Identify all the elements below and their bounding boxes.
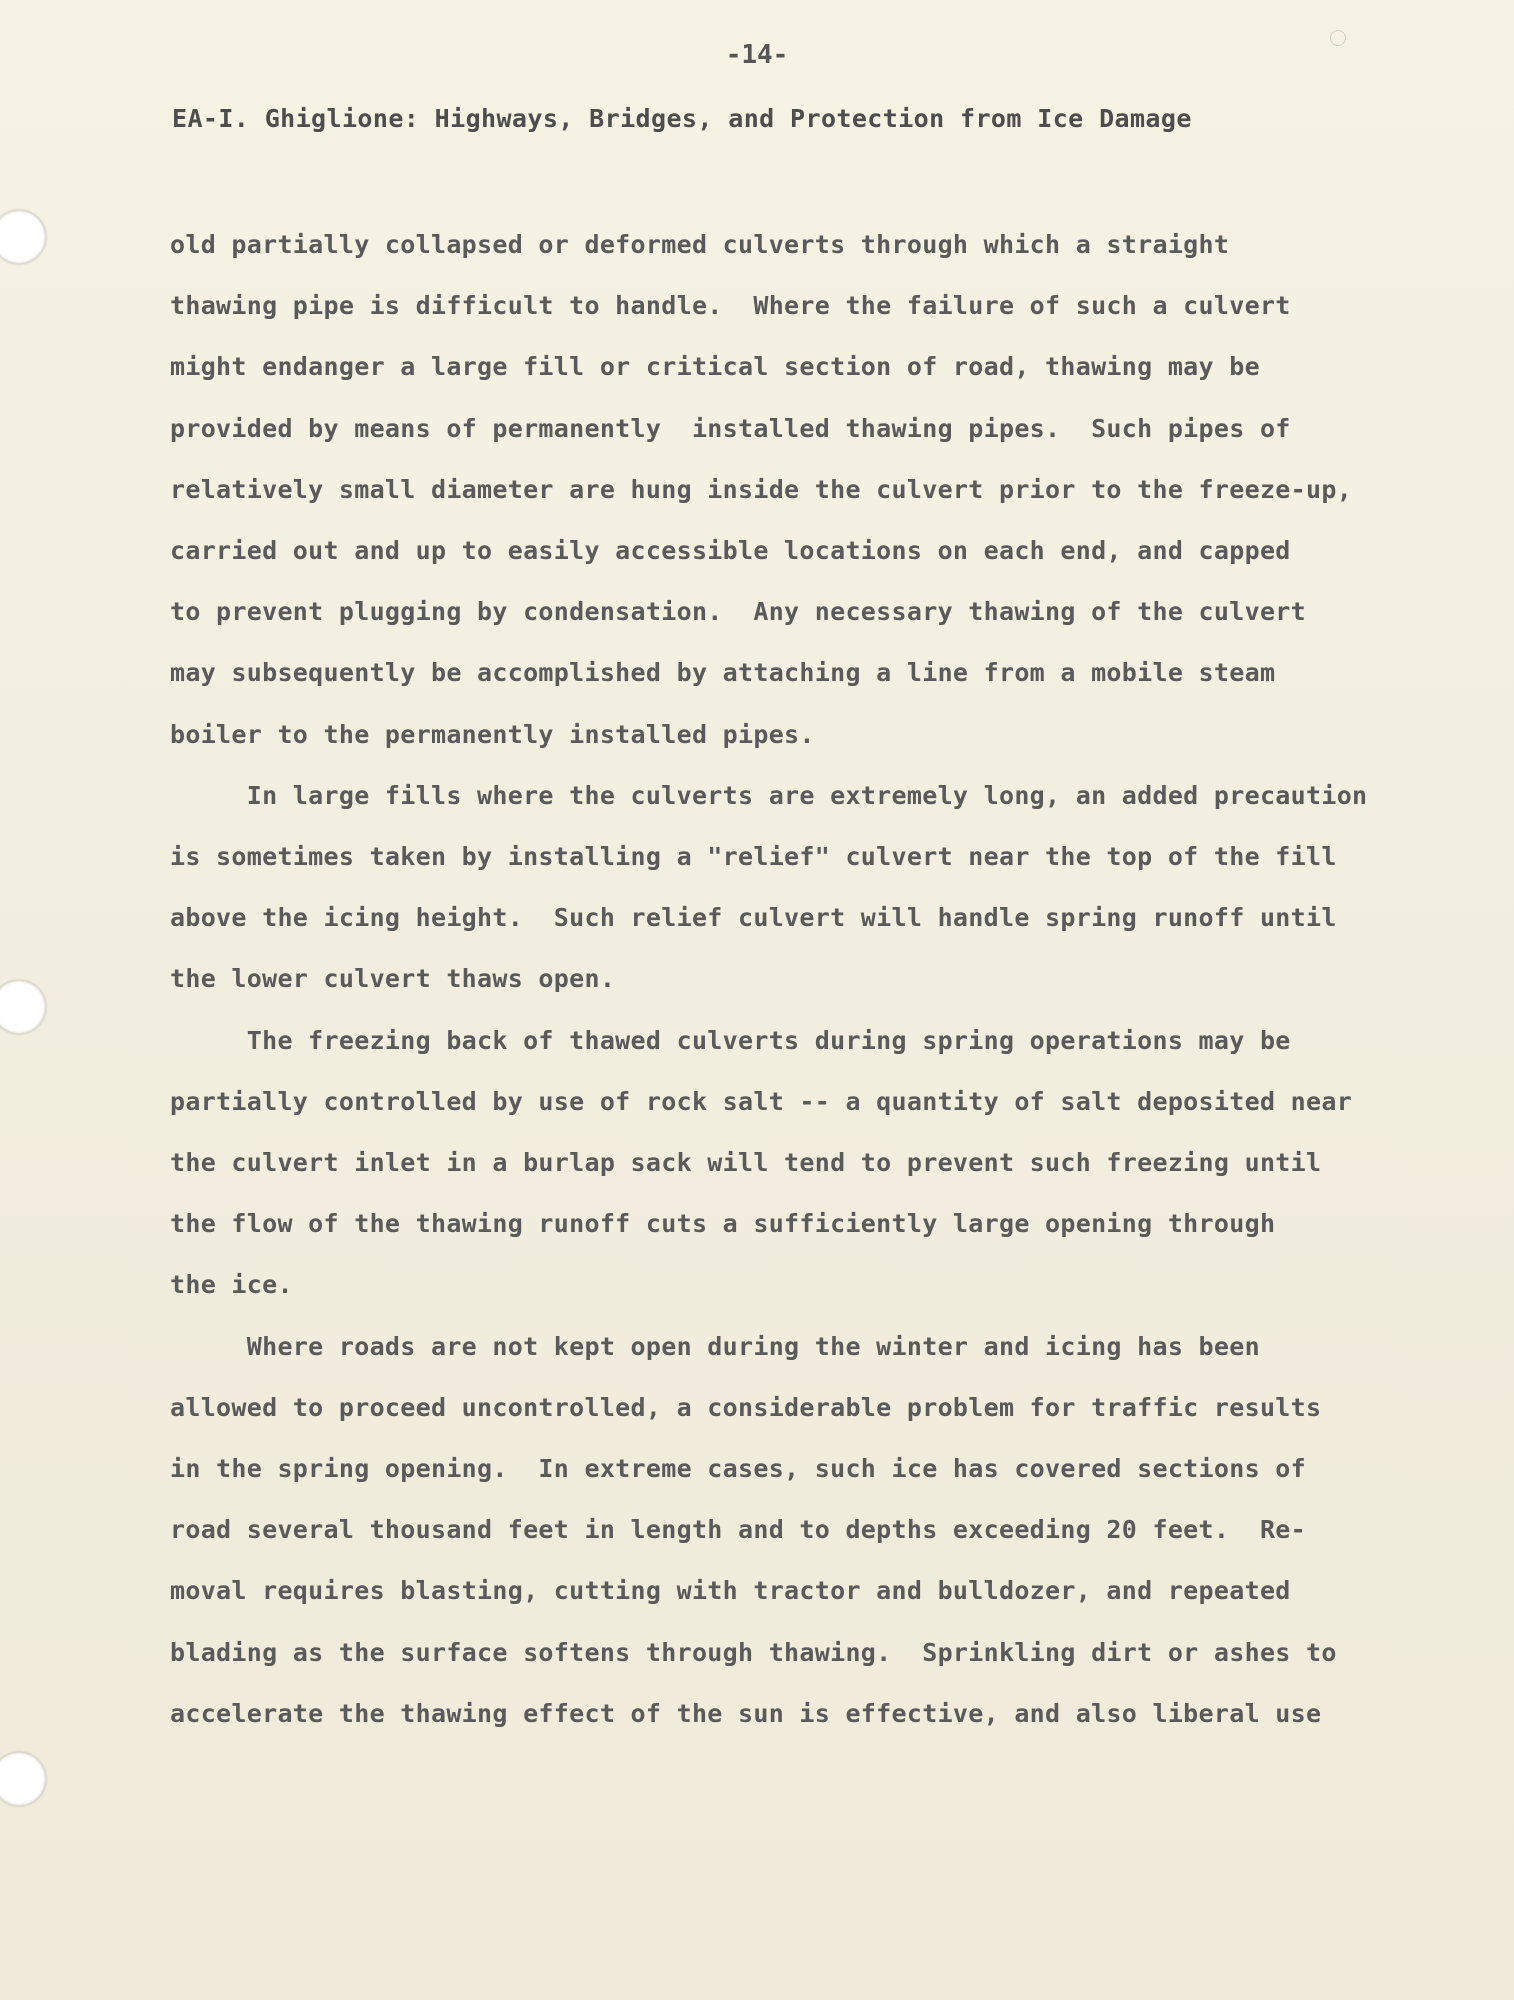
body-line: to prevent plugging by condensation. Any necessary thawing of the culvert bbox=[170, 597, 1306, 626]
body-line: thawing pipe is difficult to handle. Where the failure of such a culvert bbox=[170, 291, 1291, 320]
punch-hole bbox=[0, 210, 46, 264]
body-line: accelerate the thawing effect of the sun is effective, and also liberal use bbox=[170, 1699, 1322, 1728]
body-line: partially controlled by use of rock salt -- a quantity of salt deposited near bbox=[170, 1087, 1353, 1116]
body-line: Where roads are not kept open during the winter and icing has been bbox=[170, 1332, 1260, 1361]
body-line: the lower culvert thaws open. bbox=[170, 964, 616, 993]
body-line: relatively small diameter are hung inside the culvert prior to the freeze-up, bbox=[170, 475, 1353, 504]
body-line: in the spring opening. In extreme cases, such ice has covered sections of bbox=[170, 1454, 1306, 1483]
body-line: the flow of the thawing runoff cuts a sufficiently large opening through bbox=[170, 1209, 1276, 1238]
body-line: above the icing height. Such relief culvert will handle spring runoff until bbox=[170, 903, 1337, 932]
body-line: allowed to proceed uncontrolled, a considerable problem for traffic results bbox=[170, 1393, 1322, 1422]
body-line: the culvert inlet in a burlap sack will tend to prevent such freezing until bbox=[170, 1148, 1322, 1177]
punch-hole bbox=[0, 980, 46, 1034]
body-line: road several thousand feet in length and to depths exceeding 20 feet. Re- bbox=[170, 1515, 1306, 1544]
body-line: In large fills where the culverts are extremely long, an added precaution bbox=[170, 781, 1368, 810]
body-line: the ice. bbox=[170, 1270, 293, 1299]
body-line: old partially collapsed or deformed culverts through which a straight bbox=[170, 230, 1230, 259]
body-line: boiler to the permanently installed pipes. bbox=[170, 720, 815, 749]
body-line: moval requires blasting, cutting with tractor and bulldozer, and repeated bbox=[170, 1576, 1291, 1605]
body-line: The freezing back of thawed culverts during spring operations may be bbox=[170, 1026, 1291, 1055]
body-line: carried out and up to easily accessible locations on each end, and capped bbox=[170, 536, 1291, 565]
body-line: is sometimes taken by installing a "relief" culvert near the top of the fill bbox=[170, 842, 1337, 871]
body-line: blading as the surface softens through thawing. Sprinkling dirt or ashes to bbox=[170, 1638, 1337, 1667]
body-line: provided by means of permanently installed thawing pipes. Such pipes of bbox=[170, 414, 1291, 443]
page-number: -14- bbox=[725, 40, 789, 70]
running-header: EA-I. Ghiglione: Highways, Bridges, and Protection from Ice Damage bbox=[172, 104, 1192, 133]
body-line: may subsequently be accomplished by attaching a line from a mobile steam bbox=[170, 658, 1276, 687]
punch-hole bbox=[0, 1752, 46, 1806]
body-line: might endanger a large fill or critical section of road, thawing may be bbox=[170, 352, 1260, 381]
